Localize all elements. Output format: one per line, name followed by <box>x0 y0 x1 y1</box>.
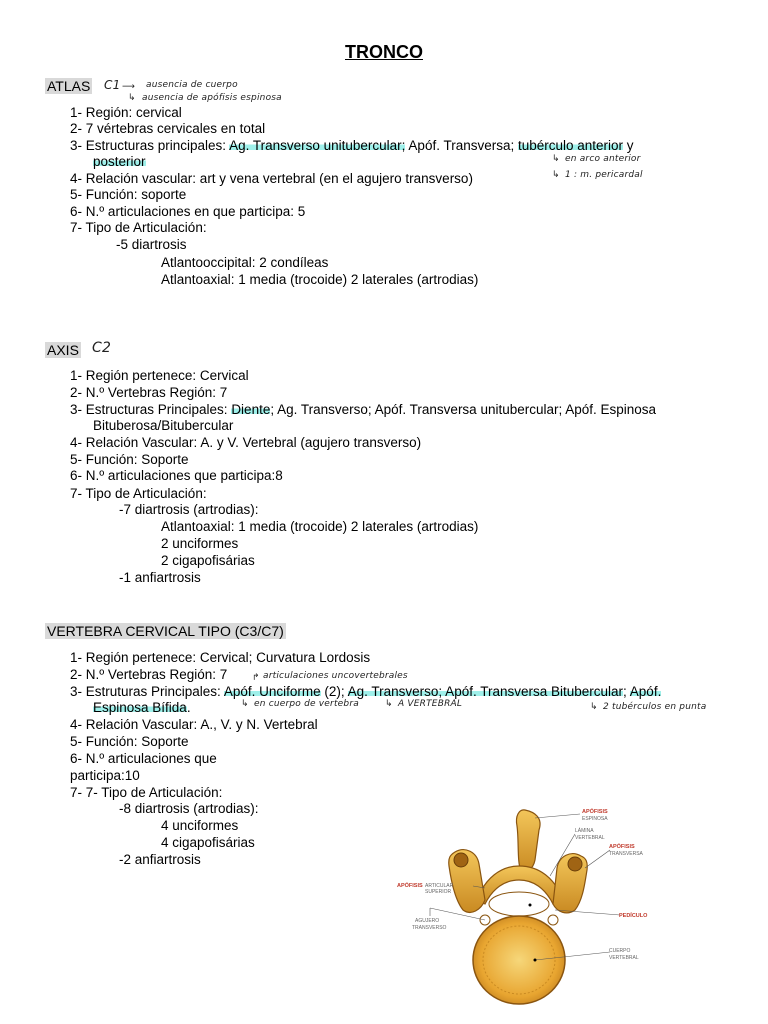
atlas-highlight-2: tubérculo anterior <box>517 138 624 153</box>
atlas-note-4: 1 : m. pericardal <box>565 170 643 180</box>
cervical-highlight-4: Espinosa Bífida <box>93 700 187 715</box>
axis-line-7b: Atlantoaxial: 1 media (trocoide) 2 laterales (artrodias) <box>161 519 479 534</box>
axis-line-7: 7- Tipo de Articulación: <box>70 486 207 501</box>
arrow-icon: ⟶ <box>122 82 136 92</box>
cervical-line-4: 4- Relación Vascular: A., V. y N. Vertebral <box>70 717 318 732</box>
cervical-highlight-2: Ag. Transverso; Apóf. Transversa Bitubercular <box>347 684 624 699</box>
atlas-line-3-post: y <box>623 138 634 153</box>
cervical-highlight-1: Apóf. Unciforme <box>223 684 321 699</box>
cervical-line-6b: participa:10 <box>70 768 140 783</box>
cervical-line-5: 5- Función: Soporte <box>70 734 189 749</box>
cervical-vertebra-figure <box>385 800 655 1015</box>
axis-heading: AXIS <box>47 342 79 358</box>
axis-line-4: 4- Relación Vascular: A. y V. Vertebral (agujero transverso) <box>70 435 422 450</box>
label-apofisis-espinosa-1: APÓFISIS <box>582 809 608 815</box>
cervical-line-3-pre: 3- Estruturas Principales: <box>70 684 224 699</box>
label-transversa-2: TRANSVERSA <box>609 851 643 857</box>
axis-note-c2: C2 <box>92 340 112 356</box>
atlas-heading: ATLAS <box>47 78 91 94</box>
label-pediculo: PEDÍCULO <box>619 913 648 919</box>
atlas-line-7: 7- Tipo de Articulación: <box>70 220 207 235</box>
atlas-line-7a: -5 diartrosis <box>116 237 187 252</box>
atlas-note-2: ausencia de apófisis espinosa <box>142 93 282 103</box>
atlas-line-7c: Atlantoaxial: 1 media (trocoide) 2 laterales (artrodias) <box>161 272 479 287</box>
atlas-note-c1: C1 <box>104 78 121 92</box>
label-cuerpo-1: CUERPO <box>609 948 631 954</box>
cervical-line-7b: 4 unciformes <box>161 818 239 833</box>
return-arrow-icon: ↳ <box>552 170 560 180</box>
cervical-note-3: A VERTEBRAL <box>398 699 463 709</box>
atlas-note-1: ausencia de cuerpo <box>146 80 238 90</box>
cervical-note-1: articulaciones uncovertebrales <box>263 671 408 681</box>
atlas-line-3 <box>70 138 634 154</box>
atlas-line-5: 5- Función: soporte <box>70 187 187 202</box>
atlas-line-3-pre: 3- Estructuras principales: <box>70 138 230 153</box>
label-lamina-2: VERTEBRAL <box>575 835 605 841</box>
atlas-line-6: 6- N.º articulaciones en que participa: 5 <box>70 204 306 219</box>
cervical-highlight-3: Apóf. <box>629 684 662 699</box>
axis-line-7c: 2 unciformes <box>161 536 239 551</box>
axis-line-7e: -1 anfiartrosis <box>119 570 201 585</box>
cervical-line-3b-post: . <box>186 700 191 715</box>
cervical-line-7a: -8 diartrosis (artrodias): <box>119 801 259 816</box>
cervical-line-7c: 4 cigapofisárias <box>161 835 255 850</box>
axis-line-3b: Bituberosa/Bitubercular <box>93 418 234 433</box>
cervical-line-3-mid1: (2); <box>320 684 348 699</box>
label-cuerpo-2: VERTEBRAL <box>609 955 639 961</box>
label-apofisis-espinosa-2: ESPINOSA <box>582 816 608 822</box>
axis-line-3 <box>70 402 656 418</box>
atlas-line-4: 4- Relación vascular: art y vena vertebral (en el agujero transverso) <box>70 171 473 186</box>
label-agujero-1: AGUJERO <box>415 918 440 924</box>
label-transversa-1: APÓFISIS <box>609 844 635 850</box>
axis-line-2: 2- N.º Vertebras Región: 7 <box>70 385 228 400</box>
page-title: TRONCO <box>345 42 423 62</box>
axis-line-5: 5- Función: Soporte <box>70 452 189 467</box>
axis-highlight-1: Diente <box>231 402 271 417</box>
cervical-note-2: en cuerpo de vertebra <box>254 699 359 709</box>
return-arrow-icon: ↱ <box>252 673 260 683</box>
return-arrow-icon: ↳ <box>128 93 136 103</box>
label-articular-3: SUPERIOR <box>425 889 452 895</box>
label-articular-2: ARTICULAR <box>425 883 454 889</box>
atlas-line-3-mid: Apóf. Transversa; <box>405 138 518 153</box>
vertebra-bone <box>449 810 588 1004</box>
atlas-line-7b: Atlantooccipital: 2 condíleas <box>161 255 329 270</box>
return-arrow-icon: ↳ <box>241 699 249 709</box>
return-arrow-icon: ↳ <box>385 699 393 709</box>
atlas-line-1: 1- Región: cervical <box>70 105 182 120</box>
cervical-line-2: 2- N.º Vertebras Región: 7 <box>70 667 228 682</box>
axis-line-1: 1- Región pertenece: Cervical <box>70 368 249 383</box>
atlas-note-3: en arco anterior <box>565 154 641 164</box>
cervical-heading: VERTEBRA CERVICAL TIPO (C3/C7) <box>47 623 284 639</box>
cervical-line-7: 7- 7- Tipo de Articulación: <box>70 785 223 800</box>
cervical-note-4: 2 tubérculos en punta <box>603 702 707 712</box>
label-lamina-1: LÁMINA <box>575 828 594 834</box>
cervical-line-3-mid2: ; <box>623 684 630 699</box>
cervical-line-6a: 6- N.º articulaciones que <box>70 751 217 766</box>
axis-line-7a: -7 diartrosis (artrodias): <box>119 502 259 517</box>
foramen-marker <box>529 904 532 907</box>
label-agujero-2: TRANSVERSO <box>412 925 447 931</box>
return-arrow-icon: ↳ <box>590 702 598 712</box>
cervical-line-3 <box>70 684 661 700</box>
body-marker <box>534 959 537 962</box>
axis-line-7d: 2 cigapofisárias <box>161 553 255 568</box>
axis-line-3-post: ; Ag. Transverso; Apóf. Transversa unitubercular; Apóf. Espinosa <box>270 402 657 417</box>
cervical-line-1: 1- Región pertenece: Cervical; Curvatura Lordosis <box>70 650 371 665</box>
atlas-line-2: 2- 7 vértebras cervicales en total <box>70 121 266 136</box>
atlas-highlight-3: posterior <box>93 154 146 169</box>
return-arrow-icon: ↳ <box>552 154 560 164</box>
label-articular-1: APÓFISIS <box>397 883 423 889</box>
cervical-line-3b <box>93 700 191 716</box>
cervical-line-7d: -2 anfiartrosis <box>119 852 201 867</box>
atlas-highlight-1: Ag. Transverso unitubercular; <box>229 138 406 153</box>
atlas-line-3b <box>93 154 146 170</box>
axis-line-6: 6- N.º articulaciones que participa:8 <box>70 468 283 483</box>
axis-line-3-pre: 3- Estructuras Principales: <box>70 402 232 417</box>
